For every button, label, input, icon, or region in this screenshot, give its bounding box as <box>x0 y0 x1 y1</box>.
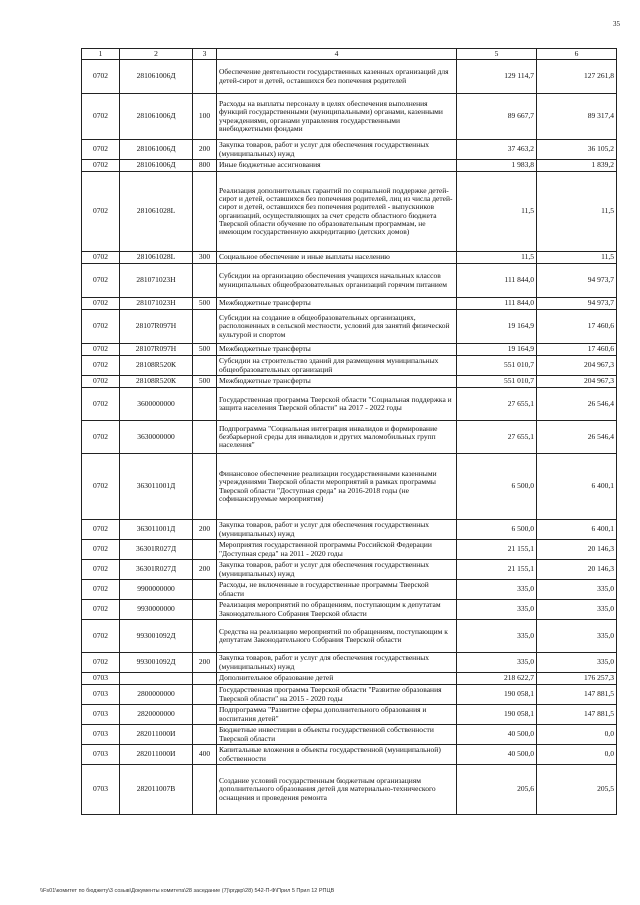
table-cell: 26 546,4 <box>537 421 617 454</box>
table-row <box>82 298 617 310</box>
table-cell: 21 155,1 <box>457 560 537 580</box>
table-cell: Закупка товаров, работ и услуг для обеспечения государственных (муниципальных) нужд <box>217 560 457 580</box>
table-row <box>82 705 617 725</box>
table-cell: 190 058,1 <box>457 705 537 725</box>
table-row <box>82 540 617 560</box>
table-cell <box>193 388 217 421</box>
table-cell: 9930000000 <box>120 600 193 620</box>
table-row <box>82 560 617 580</box>
table-cell: 11,5 <box>537 252 617 264</box>
table-cell: 11,5 <box>537 172 617 252</box>
table-cell: 204 967,3 <box>537 356 617 376</box>
table-cell: 0702 <box>82 298 120 310</box>
table-cell: 0702 <box>82 94 120 140</box>
table-cell: 551 010,7 <box>457 376 537 388</box>
table-cell: 0702 <box>82 356 120 376</box>
table-cell: Создание условий государственным бюджетным организациям дополнительного образования детей для материально-технического оснащения и проведения ремонта <box>217 765 457 815</box>
table-cell: 200 <box>193 140 217 160</box>
table-cell <box>193 725 217 745</box>
table-cell: 0702 <box>82 600 120 620</box>
table-cell: 17 460,6 <box>537 344 617 356</box>
table-cell: 0702 <box>82 421 120 454</box>
table-cell: 335,0 <box>537 620 617 653</box>
table-cell <box>193 356 217 376</box>
table-cell: 281061028L <box>120 172 193 252</box>
table-cell: 26 546,4 <box>537 388 617 421</box>
table-cell <box>193 685 217 705</box>
table-cell: Межбюджетные трансферты <box>217 298 457 310</box>
table-cell: Подпрограмма "Развитие сферы дополнительного образования и воспитания детей" <box>217 705 457 725</box>
table-cell: 363011001Д <box>120 454 193 520</box>
table-cell: 281061028L <box>120 252 193 264</box>
table-cell: 0702 <box>82 454 120 520</box>
table-header-row <box>82 49 617 60</box>
table-cell: 147 881,5 <box>537 705 617 725</box>
table-cell: 335,0 <box>537 653 617 673</box>
table-cell: 0,0 <box>537 745 617 765</box>
table-cell: 2800000000 <box>120 685 193 705</box>
table-cell: 200 <box>193 520 217 540</box>
table-cell <box>193 600 217 620</box>
table-cell: 0703 <box>82 745 120 765</box>
table-cell: 19 164,9 <box>457 310 537 344</box>
table-row <box>82 264 617 298</box>
table-cell: 281061006Д <box>120 160 193 172</box>
table-cell: Государственная программа Тверской области "Социальная поддержка и защита населения Тверской области" на 2017 - 2022 годы <box>217 388 457 421</box>
table-cell: 282011000И <box>120 745 193 765</box>
table-cell: 6 400,1 <box>537 520 617 540</box>
table-cell: 500 <box>193 344 217 356</box>
table-cell: Расходы на выплаты персоналу в целях обеспечения выполнения функций государственными (муниципальными) органами, казенными учреждениями, органами управления государственными внебюджетными фондами <box>217 94 457 140</box>
table-cell: 0702 <box>82 620 120 653</box>
table-row <box>82 140 617 160</box>
table-cell: 282011007В <box>120 765 193 815</box>
header-cell: 6 <box>537 49 617 60</box>
table-cell: 0702 <box>82 140 120 160</box>
table-cell: 335,0 <box>537 600 617 620</box>
table-cell: Субсидии на создание в общеобразовательных организациях, расположенных в сельской местности, условий для занятий физической культурой и спортом <box>217 310 457 344</box>
table-cell: 0702 <box>82 310 120 344</box>
table-row <box>82 388 617 421</box>
table-row <box>82 745 617 765</box>
table-cell: 363011001Д <box>120 520 193 540</box>
table-row <box>82 765 617 815</box>
table-cell: 335,0 <box>457 653 537 673</box>
table-cell: 190 058,1 <box>457 685 537 705</box>
table-cell: 28108R520К <box>120 356 193 376</box>
table-cell: 37 463,2 <box>457 140 537 160</box>
table-cell: Субсидии на строительство зданий для размещения муниципальных общеобразовательных организаций <box>217 356 457 376</box>
header-cell: 1 <box>82 49 120 60</box>
table-cell: 0702 <box>82 160 120 172</box>
table-cell: 94 973,7 <box>537 264 617 298</box>
table-row <box>82 653 617 673</box>
table-cell: 0702 <box>82 388 120 421</box>
table-cell: 94 973,7 <box>537 298 617 310</box>
table-row <box>82 673 617 685</box>
table-cell: 551 010,7 <box>457 356 537 376</box>
table-row <box>82 685 617 705</box>
table-cell: 129 114,7 <box>457 60 537 94</box>
table-cell: 281061006Д <box>120 140 193 160</box>
table-row <box>82 60 617 94</box>
table-cell: Бюджетные инвестиции в объекты государственной собственности Тверской области <box>217 725 457 745</box>
table-cell <box>193 620 217 653</box>
table-cell: 0703 <box>82 673 120 685</box>
table-cell: 36301R027Д <box>120 560 193 580</box>
table-body <box>82 60 617 815</box>
table-cell: 1 839,2 <box>537 160 617 172</box>
table-cell: 335,0 <box>537 580 617 600</box>
table-cell <box>193 580 217 600</box>
table-cell: Средства на реализацию мероприятий по обращениям, поступающим к депутатам Законодательного Собрания Тверской области <box>217 620 457 653</box>
table-cell: 0702 <box>82 264 120 298</box>
table-cell: 17 460,6 <box>537 310 617 344</box>
table-cell: 281071023Н <box>120 264 193 298</box>
table-cell: 0702 <box>82 344 120 356</box>
table-row <box>82 356 617 376</box>
table-cell: Дополнительное образование детей <box>217 673 457 685</box>
table-cell: 176 257,3 <box>537 673 617 685</box>
table-cell: 20 146,3 <box>537 560 617 580</box>
table-cell: 281061006Д <box>120 94 193 140</box>
table-cell: 200 <box>193 653 217 673</box>
table-cell: Межбюджетные трансферты <box>217 376 457 388</box>
table-cell: 36301R027Д <box>120 540 193 560</box>
table-cell: 204 967,3 <box>537 376 617 388</box>
table-cell: Подпрограмма "Социальная интеграция инвалидов и формирование безбарьерной среды для инвалидов и других маломобильных групп населения" <box>217 421 457 454</box>
table-cell: 19 164,9 <box>457 344 537 356</box>
table-cell: 3600000000 <box>120 388 193 421</box>
table-cell: 1 983,8 <box>457 160 537 172</box>
table-cell <box>193 172 217 252</box>
table-cell: 993001092Д <box>120 653 193 673</box>
table-cell: Капитальные вложения в объекты государственной (муниципальной) собственности <box>217 745 457 765</box>
table-cell: 11,5 <box>457 252 537 264</box>
table-cell: 0702 <box>82 560 120 580</box>
table-cell <box>193 421 217 454</box>
table-cell <box>120 673 193 685</box>
table-cell: 127 261,8 <box>537 60 617 94</box>
table-cell: 993001092Д <box>120 620 193 653</box>
header-cell: 5 <box>457 49 537 60</box>
table-cell: Реализация мероприятий по обращениям, поступающим к депутатам Законодательного Собрания Тверской области <box>217 600 457 620</box>
table-cell: Иные бюджетные ассигнования <box>217 160 457 172</box>
table-row <box>82 421 617 454</box>
table-cell: 28107R097Н <box>120 344 193 356</box>
table-cell: 27 655,1 <box>457 388 537 421</box>
table-cell: 89 667,7 <box>457 94 537 140</box>
table-cell: 0702 <box>82 653 120 673</box>
table-cell: 281061006Д <box>120 60 193 94</box>
table-cell <box>193 264 217 298</box>
table-row <box>82 252 617 264</box>
table-row <box>82 580 617 600</box>
table-cell <box>193 60 217 94</box>
table-cell: 0702 <box>82 60 120 94</box>
table-cell: 28108R520К <box>120 376 193 388</box>
table-cell: 111 844,0 <box>457 298 537 310</box>
table-cell: 0702 <box>82 172 120 252</box>
table-cell: 282011000И <box>120 725 193 745</box>
table-cell <box>193 310 217 344</box>
table-row <box>82 172 617 252</box>
table-cell: 100 <box>193 94 217 140</box>
page-number: 35 <box>613 20 620 28</box>
table-cell: 20 146,3 <box>537 540 617 560</box>
table-cell: Финансовое обеспечение реализации государственными казенными учреждениями Тверской области мероприятий в рамках программы Тверской области "Доступная среда" на 2016-2018 годы (не софинансируемые мероприятия) <box>217 454 457 520</box>
table-cell: 28107R097Н <box>120 310 193 344</box>
table-cell: 335,0 <box>457 620 537 653</box>
table-cell: 6 500,0 <box>457 454 537 520</box>
table-cell: 800 <box>193 160 217 172</box>
table-cell: 0703 <box>82 705 120 725</box>
table-cell: 500 <box>193 298 217 310</box>
table-row <box>82 344 617 356</box>
table-cell: Закупка товаров, работ и услуг для обеспечения государственных (муниципальных) нужд <box>217 520 457 540</box>
table-cell: Субсидии на организацию обеспечения учащихся начальных классов муниципальных общеобразовательных организаций горячим питанием <box>217 264 457 298</box>
table-cell: 0702 <box>82 520 120 540</box>
table-row <box>82 620 617 653</box>
header-cell: 3 <box>193 49 217 60</box>
table-cell: 300 <box>193 252 217 264</box>
footer-file-path: \\Fs01\комитет по бюджету\3 созыв\Документы комитета\28 заседание (7)\ргдкр\28) 542-П-Ф\Прил 5 Прил 12 РПЦВ <box>40 888 335 894</box>
table-cell: 0,0 <box>537 725 617 745</box>
table-cell: 0702 <box>82 540 120 560</box>
table-cell: 40 500,0 <box>457 725 537 745</box>
table-cell: 21 155,1 <box>457 540 537 560</box>
table-cell <box>193 454 217 520</box>
table-cell: 205,5 <box>537 765 617 815</box>
table-cell: 147 881,5 <box>537 685 617 705</box>
table-cell: Закупка товаров, работ и услуг для обеспечения государственных (муниципальных) нужд <box>217 140 457 160</box>
table-cell: 0702 <box>82 580 120 600</box>
table-cell: 218 622,7 <box>457 673 537 685</box>
table-cell: 36 105,2 <box>537 140 617 160</box>
table-cell: 111 844,0 <box>457 264 537 298</box>
table-cell: 205,6 <box>457 765 537 815</box>
table-cell: 200 <box>193 560 217 580</box>
table-cell: 89 317,4 <box>537 94 617 140</box>
table-row <box>82 454 617 520</box>
table-cell <box>193 673 217 685</box>
table-row <box>82 376 617 388</box>
table-cell: Реализация дополнительных гарантий по социальной поддержке детей-сирот и детей, оставшихся без попечения родителей, лиц из числа детей-сирот и детей, оставшихся без попечения родителей - выпускников организаций, осуществляющих за счет средств областного бюджета Тверской области обучение по образовательным программам, не имеющим государственную аккредитацию (детских домов) <box>217 172 457 252</box>
table-cell <box>193 705 217 725</box>
table-cell: 281071023Н <box>120 298 193 310</box>
table-cell: 400 <box>193 745 217 765</box>
table-cell: 0703 <box>82 685 120 705</box>
table-cell: 11,5 <box>457 172 537 252</box>
header-cell: 2 <box>120 49 193 60</box>
table-cell: 335,0 <box>457 580 537 600</box>
table-row <box>82 160 617 172</box>
table-cell: 27 655,1 <box>457 421 537 454</box>
table-cell: 3630000000 <box>120 421 193 454</box>
table-row <box>82 725 617 745</box>
table-cell: 6 400,1 <box>537 454 617 520</box>
header-cell: 4 <box>217 49 457 60</box>
table-row <box>82 94 617 140</box>
table-cell: Социальное обеспечение и иные выплаты населению <box>217 252 457 264</box>
table-cell: 0702 <box>82 252 120 264</box>
table-cell: 335,0 <box>457 600 537 620</box>
table-cell: Мероприятия государственной программы Российской Федерации "Доступная среда" на 2011 - 2020 годы <box>217 540 457 560</box>
table-cell: 500 <box>193 376 217 388</box>
budget-table <box>81 48 617 815</box>
table-cell: Расходы, не включенные в государственные программы Тверской области <box>217 580 457 600</box>
table-row <box>82 520 617 540</box>
table-cell: 40 500,0 <box>457 745 537 765</box>
table-cell: Обеспечение деятельности государственных казенных организаций для детей-сирот и детей, оставшихся без попечения родителей <box>217 60 457 94</box>
table-cell <box>193 540 217 560</box>
table-cell: 0702 <box>82 376 120 388</box>
table-cell: Закупка товаров, работ и услуг для обеспечения государственных (муниципальных) нужд <box>217 653 457 673</box>
table-cell: 2820000000 <box>120 705 193 725</box>
table-cell: 0703 <box>82 765 120 815</box>
table-row <box>82 600 617 620</box>
table-cell: Межбюджетные трансферты <box>217 344 457 356</box>
table-cell: 0703 <box>82 725 120 745</box>
table-cell: 6 500,0 <box>457 520 537 540</box>
table-cell: Государственная программа Тверской области "Развитие образования Тверской области" на 2015 - 2020 годы <box>217 685 457 705</box>
table-row <box>82 310 617 344</box>
table-cell: 9900000000 <box>120 580 193 600</box>
table-cell <box>193 765 217 815</box>
